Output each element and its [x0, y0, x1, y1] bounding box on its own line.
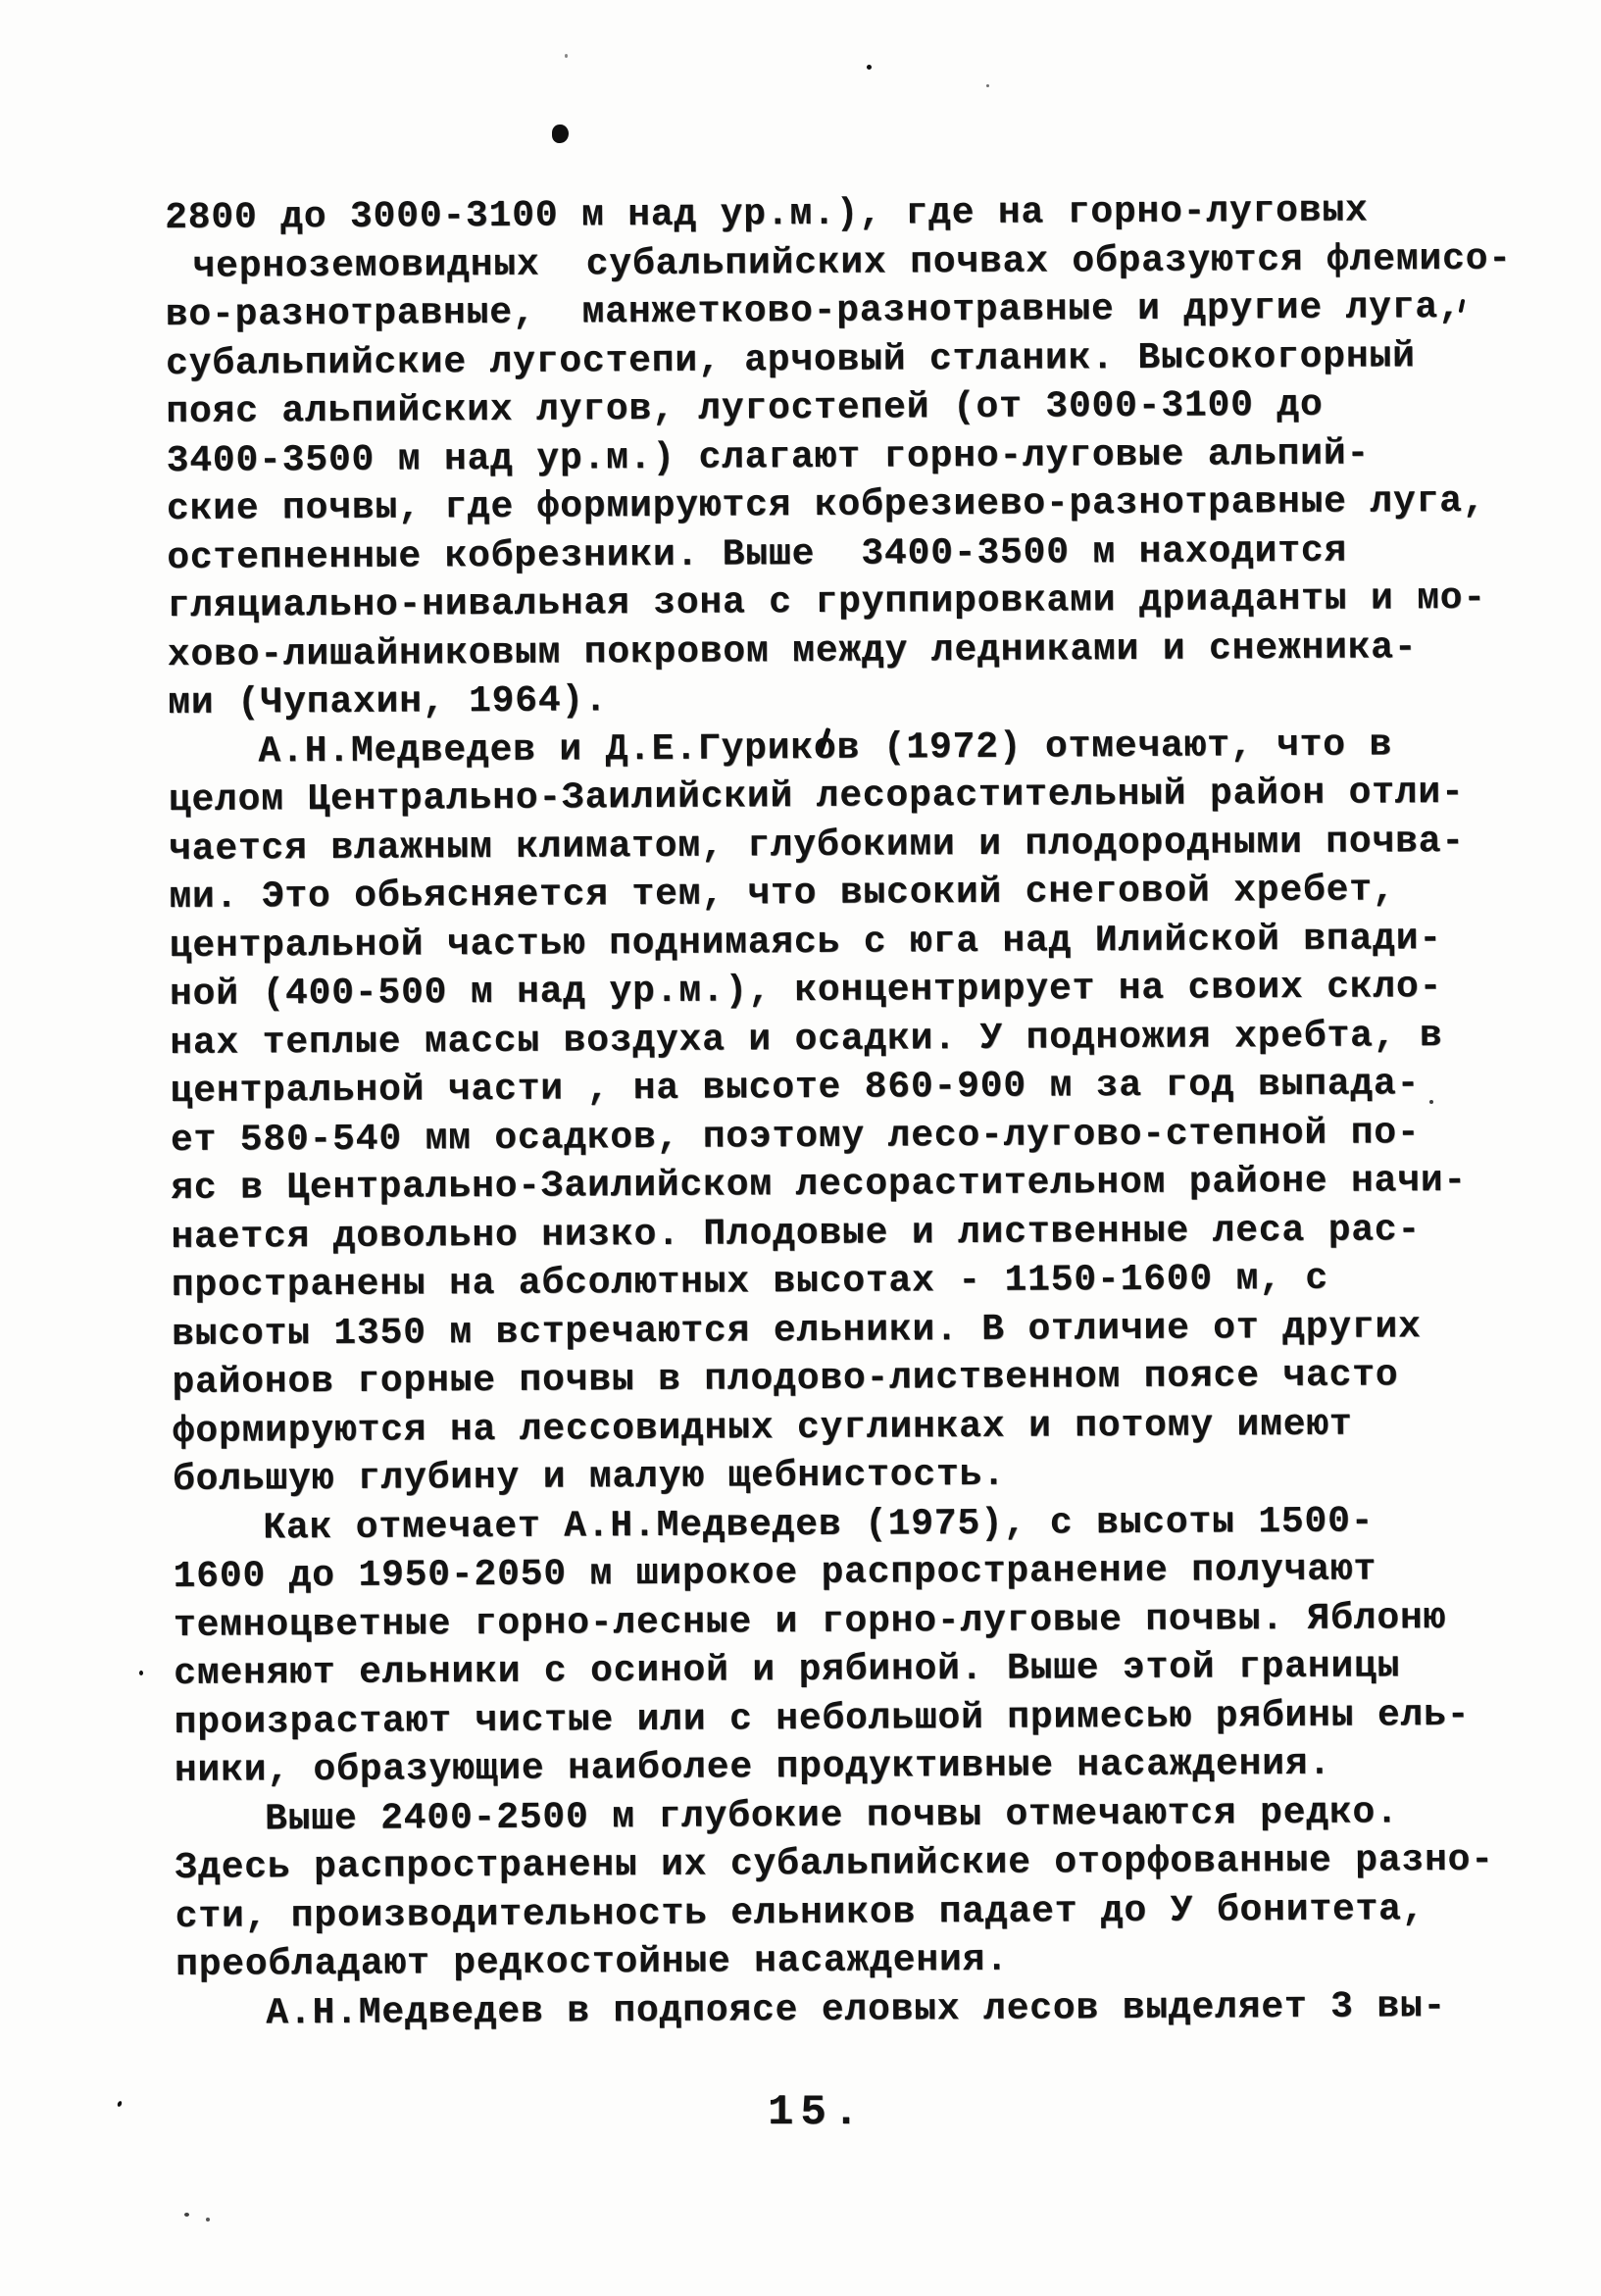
text-line: сти, производительность ельников падает до У бонитета,	[175, 1887, 1426, 1938]
scan-speck	[986, 84, 989, 87]
text-line: субальпийские лугостепи, арчовый стланик. Высокогорный	[165, 334, 1416, 385]
text-line: ной (400-500 м над ур.м.), концентрирует на своих скло-	[169, 966, 1443, 1016]
text-line: ские почвы, где формируются кобрезиево-разнотравные луга,	[166, 479, 1486, 530]
text-line: пространены на абсолютных высотах - 1150-1600 м, с	[171, 1257, 1329, 1307]
scan-speck	[117, 2100, 123, 2107]
text-line: Как отмечает А.Н.Медведев (1975), с высоты 1500-	[263, 1499, 1375, 1549]
text-line: во-разнотравные, манжетково-разнотравные и другие луга,	[165, 285, 1462, 336]
text-line: произрастают чистые или с небольшой примесью рябины ель-	[174, 1693, 1471, 1744]
text-line: Выше 2400-2500 м глубокие почвы отмечаются редко.	[264, 1790, 1399, 1840]
text-line: сменяют ельники с осиной и рябиной. Выше этой границы	[174, 1645, 1401, 1695]
text-line: пояс альпийских лугов, лугостепей (от 3000-3100 до	[166, 383, 1324, 433]
ink-blot	[552, 125, 569, 143]
text-line: А.Н.Медведев и Д.Е.Гуриков (1972) отмечают, что в	[258, 723, 1393, 773]
text-line: яс в Центрально-Заилийском лесорастительном районе начи-	[171, 1159, 1468, 1210]
text-line: черноземовидных субальпийских почвах образуются флемисо-	[192, 237, 1512, 288]
text-line: хово-лишайниковым покровом между ледниками и снежника-	[167, 625, 1418, 676]
scan-speck	[139, 1671, 143, 1675]
text-line: высоты 1350 м встречаются ельники. В отличие от других	[171, 1305, 1422, 1356]
text-line: чается влажным климатом, глубокими и плодородными почва-	[168, 820, 1465, 871]
text-line: целом Центрально-Заилийский лесорастительный район отли-	[168, 771, 1465, 822]
text-line: центральной части , на высоте 860-900 м за год выпада-	[170, 1063, 1421, 1113]
text-line: большую глубину и малую щебнистость.	[172, 1453, 1006, 1501]
text-line: нах теплые массы воздуха и осадки. У подножия хребта, в	[170, 1014, 1443, 1065]
text-line: районов горные почвы в плодово-лиственном поясе часто	[172, 1354, 1399, 1404]
text-line: 3400-3500 м над ур.м.) слагают горно-луговые альпий-	[166, 431, 1371, 482]
text-line: ми. Это обьясняется тем, что высокий снеговой хребет,	[169, 869, 1396, 919]
text-line: нается довольно низко. Плодовые и лиственные леса рас-	[171, 1208, 1422, 1259]
page-number: 15.	[768, 2088, 867, 2137]
text-line: ет 580-540 мм осадков, поэтому лесо-лугово-степной по-	[170, 1111, 1421, 1162]
text-line: остепненные кобрезники. Выше 3400-3500 м находится	[167, 529, 1348, 579]
text-line: Здесь распространены их субальпийские оторфованные разно-	[175, 1838, 1494, 1889]
text-line: А.Н.Медведев в подпоясе еловых лесов выделяет 3 вы-	[266, 1984, 1447, 2034]
scan-speck	[565, 54, 568, 58]
text-line: формируются на лессовидных суглинках и потому имеют	[172, 1403, 1353, 1453]
text-line: гляциально-нивальная зона с группировками дриаданты и мо-	[167, 576, 1487, 627]
text-line: 2800 до 3000-3100 м над ур.м.), где на горно-луговых	[165, 189, 1369, 239]
scan-speck	[206, 2218, 210, 2221]
text-line: центральной частью поднимаясь с юга над Илийской впади-	[169, 917, 1443, 968]
scan-speck	[867, 65, 872, 70]
text-line: темноцветные горно-лесные и горно-луговые почвы. Яблоню	[173, 1596, 1447, 1647]
text-line: ми (Чупахин, 1964).	[168, 679, 608, 724]
text-line: ники, образующие наиболее продуктивные насаждения.	[174, 1742, 1332, 1792]
text-line: 1600 до 1950-2050 м широкое распространение получают	[173, 1548, 1377, 1598]
page-text	[165, 185, 1568, 2038]
scan-speck	[184, 2213, 189, 2217]
text-line: преобладают редкостойные насаждения.	[175, 1938, 1009, 1986]
